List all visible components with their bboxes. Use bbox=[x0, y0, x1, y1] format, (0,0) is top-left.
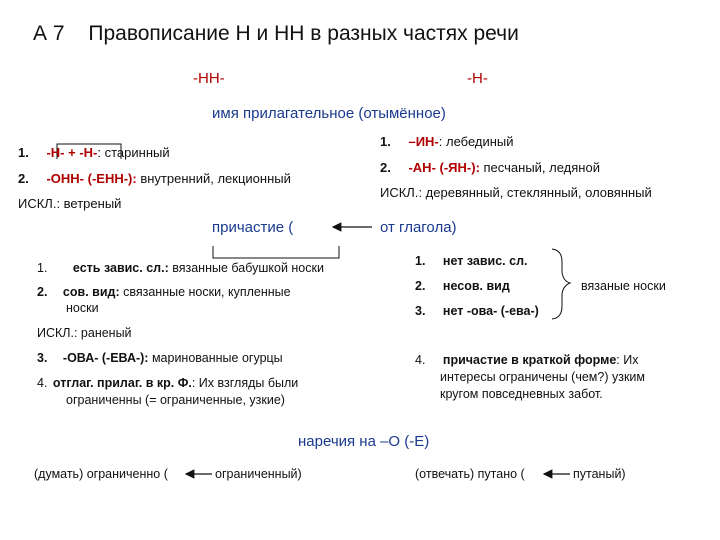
rule-example: : Их bbox=[616, 353, 639, 367]
rule-number: 2. bbox=[37, 285, 48, 299]
participle-heading-left: причастие ( bbox=[212, 219, 294, 236]
participle-n-rule-4-cont: интересы ограничены (чем?) узким bbox=[440, 370, 645, 384]
rule-example: вязанные бабушкой носки bbox=[168, 261, 324, 275]
rule-condition: есть завис. сл.: bbox=[72, 261, 169, 275]
adj-nn-rule-2 bbox=[18, 171, 291, 186]
rule-suffix: -Н- + -Н- bbox=[46, 145, 98, 160]
adj-n-rule-2 bbox=[380, 160, 600, 175]
rule-number: 2. bbox=[18, 171, 29, 186]
participle-bracket bbox=[213, 246, 339, 258]
rule-number: 4. bbox=[37, 376, 48, 390]
rule-example: : Их взгляды были bbox=[191, 376, 299, 390]
title-number: А 7 bbox=[33, 22, 65, 45]
rule-number: 2. bbox=[380, 160, 391, 175]
participle-nn-rule-3 bbox=[37, 351, 283, 365]
participle-heading-right: от глагола) bbox=[380, 219, 457, 236]
adverb-example-left-a: (думать) ограниченно ( bbox=[34, 467, 168, 481]
participle-nn-rule-1 bbox=[37, 261, 324, 275]
rule-example: : старинный bbox=[97, 145, 170, 160]
rule-condition: нет -ова- (-ева-) bbox=[442, 304, 539, 318]
adj-nn-exception: ИСКЛ.: ветреный bbox=[18, 196, 122, 211]
participle-n-example: вязаные носки bbox=[581, 279, 666, 293]
adj-nn-rule-1 bbox=[18, 145, 170, 160]
adverb-example-right-b: путаный) bbox=[573, 467, 626, 481]
participle-n-rule-2 bbox=[415, 279, 510, 293]
rule-example: внутренний, лекционный bbox=[136, 171, 291, 186]
participle-nn-rule-2-cont: носки bbox=[66, 301, 99, 315]
rule-number: 4. bbox=[415, 353, 426, 367]
participle-n-rule-4 bbox=[415, 353, 638, 367]
rule-number: 2. bbox=[415, 279, 426, 293]
rule-number: 3. bbox=[37, 351, 48, 365]
participle-nn-rule-4 bbox=[37, 376, 298, 390]
participle-n-rule-3 bbox=[415, 304, 539, 318]
page-title bbox=[33, 22, 519, 46]
participle-n-rule-1 bbox=[415, 254, 528, 268]
adverbs-heading: наречия на –О (-Е) bbox=[298, 433, 430, 450]
rule-suffix: -АН- (-ЯН-): bbox=[408, 160, 480, 175]
rule-condition: отглаг. прилаг. в кр. Ф. bbox=[52, 376, 192, 390]
participle-nn-rule-2 bbox=[37, 285, 291, 299]
participle-nn-exception: ИСКЛ.: раненый bbox=[37, 326, 132, 340]
rule-example: : лебединый bbox=[438, 134, 514, 149]
rule-number: 1. bbox=[380, 134, 391, 149]
adj-n-rule-1 bbox=[380, 134, 514, 149]
rule-condition: нет завис. сл. bbox=[442, 254, 528, 268]
rule-suffix: -ОНН- (-ЕНН-): bbox=[46, 171, 137, 186]
participle-n-rule-4-cont2: кругом повседневных забот. bbox=[440, 387, 603, 401]
rule-condition: сов. вид: bbox=[62, 285, 120, 299]
header-n: -Н- bbox=[467, 70, 488, 87]
rule-suffix: –ИН- bbox=[408, 134, 439, 149]
adjective-heading: имя прилагательное (отымённое) bbox=[212, 105, 446, 122]
participle-nn-rule-4-cont: ограниченны (= ограниченные, узкие) bbox=[66, 393, 285, 407]
right-brace bbox=[552, 249, 570, 319]
rule-number: 1. bbox=[37, 261, 48, 275]
adverb-example-right-a: (отвечать) путано ( bbox=[415, 467, 525, 481]
rule-example: маринованные огурцы bbox=[148, 351, 283, 365]
rule-number: 3. bbox=[415, 304, 426, 318]
rule-condition: несов. вид bbox=[442, 279, 510, 293]
rule-example: связанные носки, купленные bbox=[119, 285, 291, 299]
title-text: Правописание Н и НН в разных частях речи bbox=[88, 22, 519, 45]
rule-condition: причастие в краткой форме bbox=[442, 353, 617, 367]
adj-n-exception: ИСКЛ.: деревянный, стеклянный, оловянный bbox=[380, 185, 652, 200]
rule-condition: -ОВА- (-ЕВА-): bbox=[62, 351, 149, 365]
rule-number: 1. bbox=[18, 145, 29, 160]
header-nn: -НН- bbox=[193, 70, 225, 87]
adverb-example-left-b: ограниченный) bbox=[215, 467, 302, 481]
rule-number: 1. bbox=[415, 254, 426, 268]
rule-example: песчаный, ледяной bbox=[479, 160, 600, 175]
